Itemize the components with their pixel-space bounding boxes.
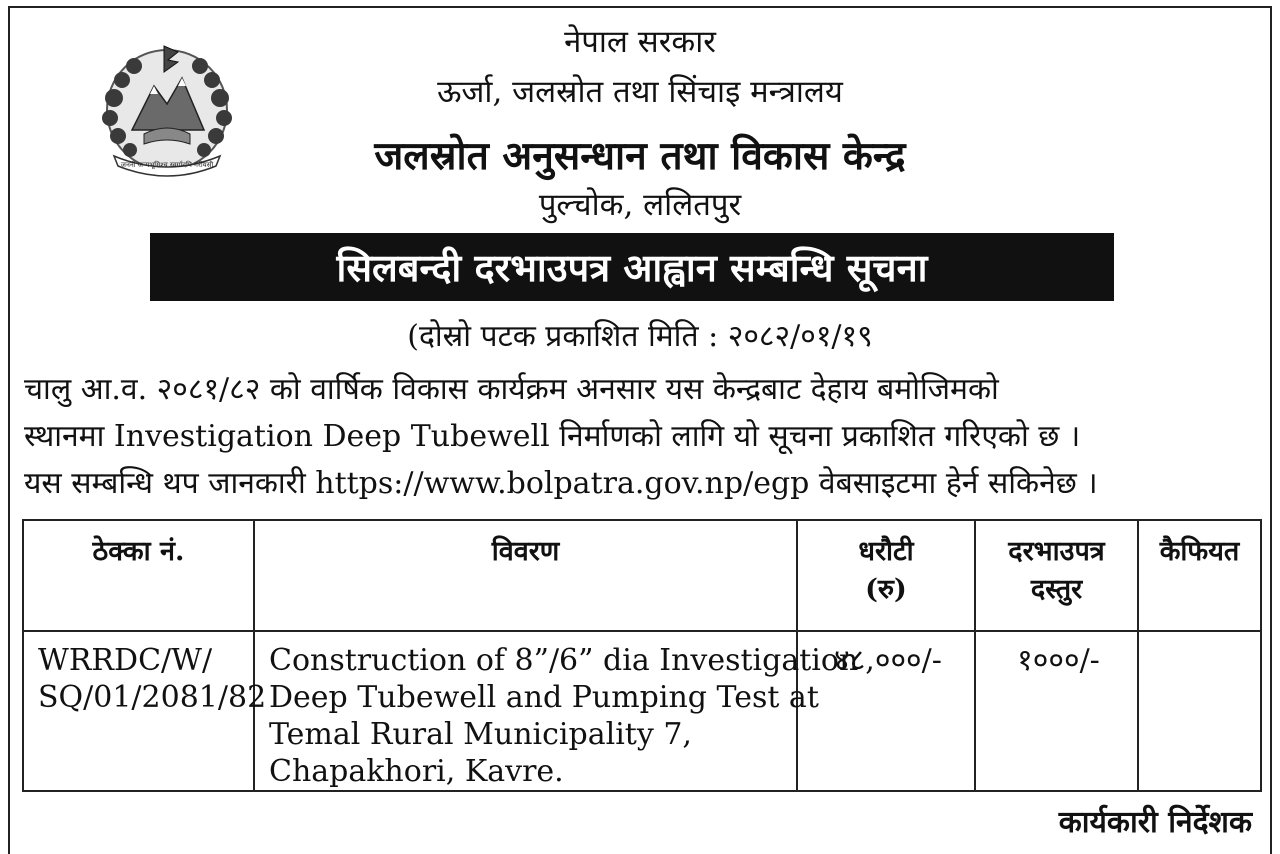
paragraph-line: यस सम्बन्धि थप जानकारी https://www.bolpatra.gov.np/egp वेबसाइटमा हेर्न सकिनेछ । xyxy=(24,466,1098,501)
paragraph-line: स्थानमा Investigation Deep Tubewell निर्माणको लागि यो सूचना प्रकाशित गरिएको छ । xyxy=(24,419,1081,454)
header-description: विवरण xyxy=(254,520,797,631)
centre-location: पुल्चोक, ललितपुर xyxy=(538,187,742,223)
ministry-name: ऊर्जा, जलस्रोत तथा सिंचाइ मन्त्रालय xyxy=(437,74,843,110)
centre-name: जलस्रोत अनुसन्धान तथा विकास केन्द्र xyxy=(374,133,906,179)
notice-title-banner xyxy=(150,233,1114,301)
table-row xyxy=(23,631,1261,791)
publication-date: (दोस्रो पटक प्रकाशित मिति : २०८२/०१/१९ xyxy=(407,319,873,354)
notice-paragraph xyxy=(24,366,1260,507)
contract-no-cell: WRRDC/W/ SQ/01/2081/82 xyxy=(23,631,254,791)
emblem-motto: जननी जन्मभूमिश्च स्वर्गादपि गरीयसी xyxy=(120,161,214,169)
table-header-row xyxy=(23,520,1261,631)
signatory: कार्यकारी निर्देशक xyxy=(1058,805,1252,840)
fee-cell: १०००/- xyxy=(975,631,1138,791)
bid-table xyxy=(22,519,1262,792)
header-contract-no: ठेक्का नं. xyxy=(23,520,254,631)
paragraph-line: चालु आ.व. २०८१/८२ को वार्षिक विकास कार्यक्रम अनसार यस केन्द्रबाट देहाय बमोजिमको xyxy=(24,372,999,407)
header-deposit: धरौटी (रु) xyxy=(797,520,975,631)
header-fee: दरभाउपत्र दस्तुर xyxy=(975,520,1138,631)
notice-title: सिलबन्दी दरभाउपत्र आह्वान सम्बन्धि सूचना xyxy=(336,245,928,290)
header-remarks: कैफियत xyxy=(1138,520,1261,631)
government-name: नेपाल सरकार xyxy=(564,24,716,60)
description-cell: Construction of 8”/6” dia Investigation Deep Tubewell and Pumping Test at Temal Rural Municipality 7, Chapakhori, Kavre. xyxy=(254,631,797,791)
deposit-cell: ४८,०००/- xyxy=(797,631,975,791)
remarks-cell xyxy=(1138,631,1261,791)
